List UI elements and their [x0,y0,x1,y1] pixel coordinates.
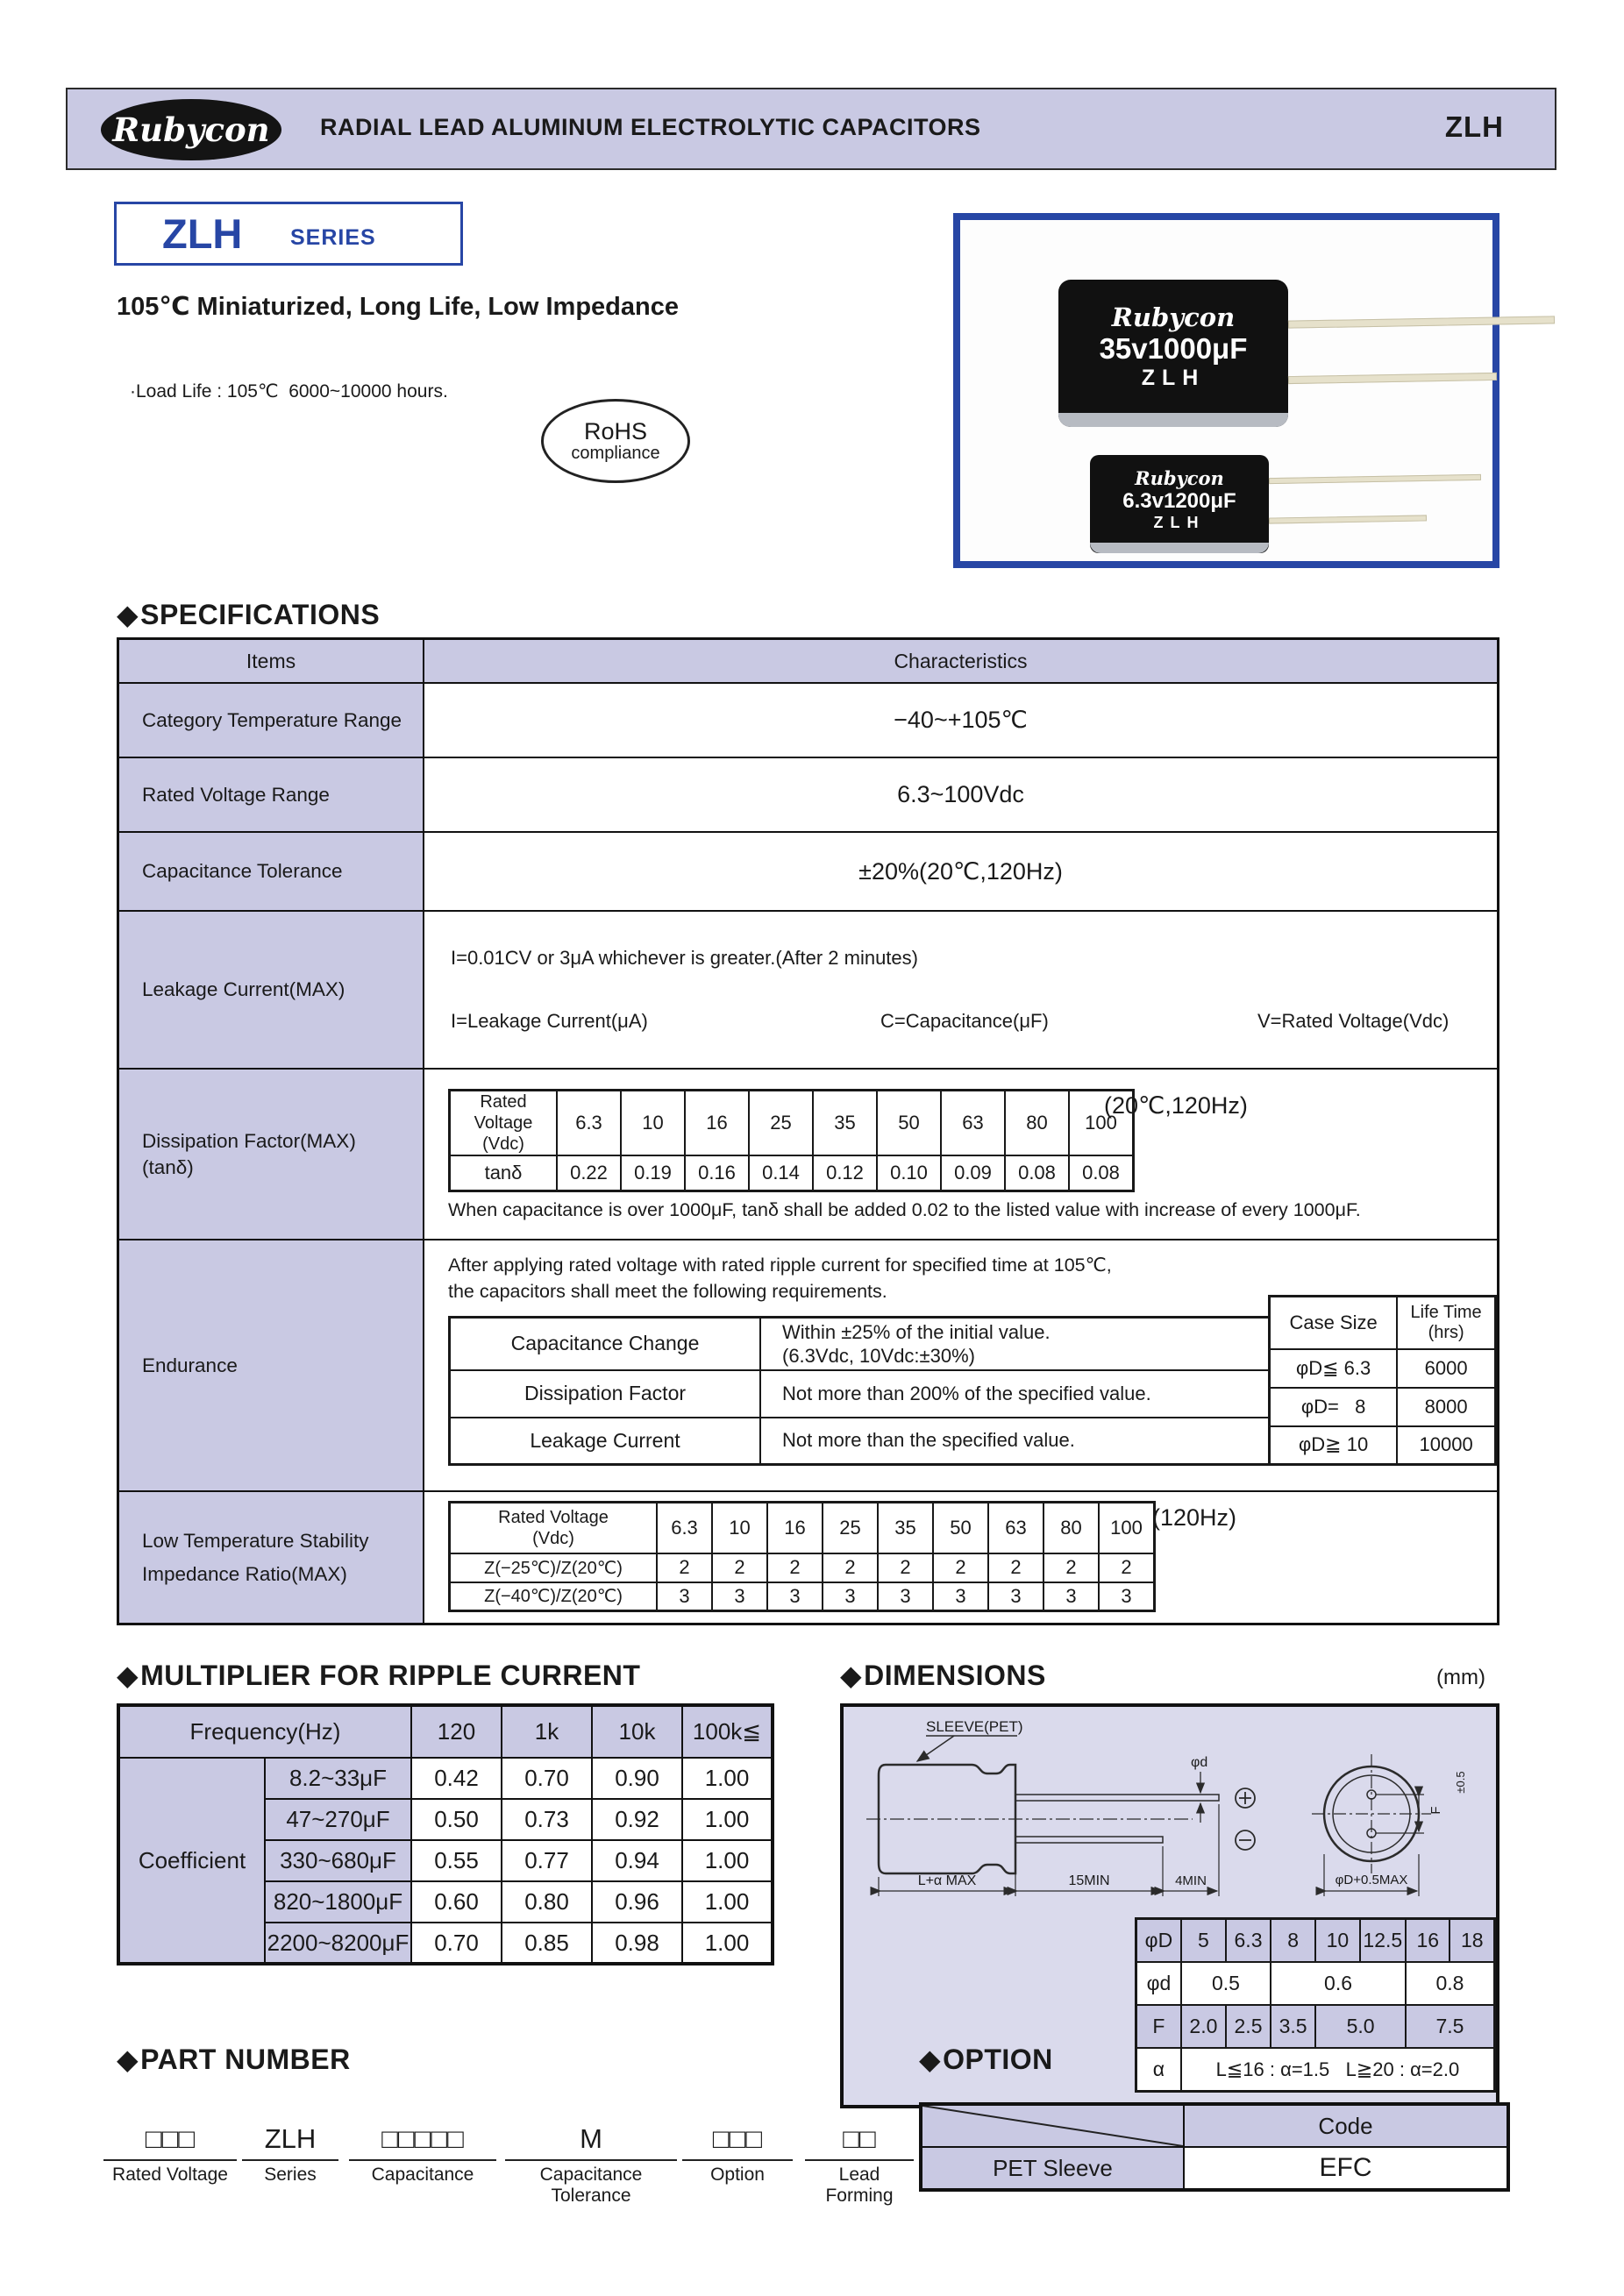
low-temp-content [424,1492,1497,1623]
dissipation-content [424,1070,1497,1239]
case-size: φD= 8 [1270,1388,1398,1426]
header-band [66,88,1556,170]
coef-cell: 0.50 [411,1799,502,1840]
capacitor-base [1090,543,1269,553]
pn-underline [682,2159,793,2161]
pn-label: Capacitance [371,2164,474,2185]
impedance-cell: 2 [988,1553,1043,1582]
req-value: Not more than 200% of the specified value. [760,1370,1275,1418]
part-number-heading [117,2043,351,2076]
tand-cell: 0.19 [621,1155,685,1191]
capacitor-lead [1288,373,1497,384]
impedance-row-label: Z(−40℃)/Z(20℃) [450,1582,658,1611]
volt-cell: 35 [813,1091,877,1156]
dim-cell: 2.0 [1181,2005,1226,2048]
impedance-cell: 3 [1099,1582,1155,1611]
coef-cell: 0.70 [502,1758,592,1799]
diamond-icon: ◆ [117,2044,139,2075]
pn-code: ZLH [264,2123,317,2154]
series-name: ZLH [162,210,243,257]
coef-cell: 0.98 [592,1923,682,1964]
req-item: Capacitance Change [450,1318,761,1370]
rohs-line1: RoHS [583,418,648,444]
freq-header: Frequency(Hz) [118,1705,411,1758]
row-value: ±20%(20℃,120Hz) [424,833,1497,910]
dimensions-heading-text: DIMENSIONS [864,1660,1046,1691]
tand-cell: 0.09 [941,1155,1005,1191]
option-code-header: Code [1184,2104,1508,2147]
diamond-icon: ◆ [919,2044,942,2075]
capacitor-brand: Rubycon [1111,302,1236,332]
diamond-icon: ◆ [840,1660,863,1691]
dim-cell: 18 [1449,1919,1494,1963]
cap-range: 820~1800μF [265,1881,411,1923]
dim-row-label: α [1136,2048,1181,2092]
impedance-cell: 3 [988,1582,1043,1611]
cap-range: 330~680μF [265,1840,411,1881]
dim-row-label: φd [1136,1962,1181,2005]
coef-cell: 0.96 [592,1881,682,1923]
endurance-intro-1: After applying rated voltage with rated ripple current for specified time at 105℃, [448,1255,1112,1276]
tand-row-label: tanδ [450,1155,558,1191]
volt-cell: 35 [878,1503,933,1553]
life-hours: 10000 [1397,1426,1495,1465]
pn-field-cap-tolerance [505,2115,677,2207]
coef-cell: 0.42 [411,1758,502,1799]
f-dim-label: F [1428,1806,1443,1815]
pn-underline [242,2159,338,2161]
capacitor-rating: 35v1000μF [1099,332,1248,365]
spec-row-low-temp [119,1490,1497,1623]
pn-code: □□ [843,2123,876,2154]
impedance-cell: 2 [1043,1553,1099,1582]
pn-underline [349,2159,496,2161]
dimension-table [1135,1917,1496,2093]
dim-cell: 6.3 [1226,1919,1271,1963]
capacitor-lead [1269,515,1427,523]
pn-label: Option [710,2164,765,2185]
tand-cell: 0.22 [557,1155,621,1191]
dim-cell: 3.5 [1271,2005,1315,2048]
coef-cell: 0.70 [411,1923,502,1964]
dim-row-label: φD [1136,1919,1181,1963]
rohs-badge [541,399,690,483]
pn-code: M [580,2123,602,2154]
volt-cell: 63 [988,1503,1043,1553]
option-heading [919,2043,1053,2076]
pn-code: □□□□□ [381,2123,464,2154]
capacitor-series: ZLH [1153,514,1206,531]
freq-col: 100k≦ [682,1705,773,1758]
capacitor-lead [1288,316,1555,328]
phiD-max-label: φD+0.5MAX [1335,1873,1408,1887]
coef-cell: 0.94 [592,1840,682,1881]
pn-label: Rated Voltage [112,2164,228,2185]
coef-cell: 0.77 [502,1840,592,1881]
spec-row-leakage [119,910,1497,1068]
logo-text: Rubycon [112,110,270,149]
option-heading-text: OPTION [943,2044,1053,2075]
case-size: φD≦ 6.3 [1270,1349,1398,1388]
dimensions-unit: (mm) [1436,1666,1485,1689]
pn-code: □□□ [145,2123,196,2154]
dissipation-label-1: Dissipation Factor(MAX) [142,1129,356,1152]
coef-cell: 1.00 [682,1923,773,1964]
series-banner [114,202,463,266]
volt-cell: 6.3 [557,1091,621,1156]
impedance-cell: 3 [878,1582,933,1611]
coef-cell: 1.00 [682,1799,773,1840]
tand-header [450,1091,558,1156]
product-photo [953,213,1499,568]
dim-cell: 5.0 [1315,2005,1406,2048]
pn-label: Lead Forming [825,2164,894,2206]
dim-cell: 12.5 [1360,1919,1406,1963]
impedance-cell: 2 [878,1553,933,1582]
spec-header-row [119,640,1497,682]
pn-underline [505,2159,677,2161]
freq-col: 120 [411,1705,502,1758]
lead-diameter-label: φd [1191,1755,1208,1770]
ripple-heading [117,1659,640,1692]
volt-cell: 80 [1005,1091,1069,1156]
diagonal-line [922,2106,1183,2146]
volt-cell: 100 [1069,1091,1134,1156]
tand-cell: 0.08 [1069,1155,1134,1191]
dim-cell: 0.8 [1406,1962,1495,2005]
capacitor-large [1058,280,1288,427]
low-temp-label-2: Impedance Ratio(MAX) [142,1562,347,1585]
diamond-icon: ◆ [117,599,139,630]
impedance-cell: 3 [767,1582,823,1611]
cap-range: 8.2~33μF [265,1758,411,1799]
spec-row-category-temp [119,682,1497,757]
row-label: Capacitance Tolerance [119,833,424,910]
pn-label: Capacitance Tolerance [539,2164,643,2206]
pn-field-rated-voltage [103,2115,237,2186]
pn-field-capacitance [349,2115,496,2186]
body-length-label: L+α MAX [917,1873,977,1888]
req-value [760,1318,1275,1370]
impedance-cell: 2 [933,1553,988,1582]
endurance-req-table [448,1316,1276,1466]
volt-cell: 25 [749,1091,813,1156]
life-hours: 8000 [1397,1388,1495,1426]
leakage-term-i: I=Leakage Current(μA) [451,1010,648,1032]
coef-cell: 0.73 [502,1799,592,1840]
impedance-cell: 3 [712,1582,767,1611]
life-header-b: (hrs) [1428,1322,1464,1342]
volt-cell: 50 [933,1503,988,1553]
volt-cell: 10 [712,1503,767,1553]
impedance-cell: 3 [823,1582,878,1611]
capacitor-rating: 6.3v1200μF [1122,489,1236,513]
impedance-table [448,1501,1156,1612]
req-item: Dissipation Factor [450,1370,761,1418]
coef-cell: 1.00 [682,1840,773,1881]
plus-terminal-icon [1236,1788,1255,1808]
impedance-header [450,1503,658,1553]
row-label [119,1070,424,1239]
load-life-note: ·Load Life : 105℃ 6000~10000 hours. [130,381,448,402]
option-diagonal-cell [921,2104,1184,2147]
spec-row-endurance [119,1239,1497,1490]
req-value-1: Within ±25% of the initial value. [782,1320,1051,1343]
pn-underline [103,2159,237,2161]
pn-label: Series [264,2164,317,2185]
row-label: Leakage Current(MAX) [119,912,424,1068]
dissipation-label-2: (tanδ) [142,1155,194,1178]
rohs-line2: compliance [571,444,660,463]
tand-condition: (20℃,120Hz) [1104,1092,1248,1119]
specifications-heading [117,598,380,631]
spec-row-cap-tolerance [119,831,1497,910]
tand-note: When capacitance is over 1000μF, tanδ shall be added 0.02 to the listed value with increase of every 1000μF. [448,1199,1361,1220]
tand-cell: 0.10 [877,1155,941,1191]
dimension-drawing [849,1710,1494,1916]
req-value: Not more than the specified value. [760,1418,1275,1465]
volt-cell: 16 [685,1091,749,1156]
rubycon-logo [101,99,281,160]
endurance-content [424,1240,1497,1490]
volt-cell: 63 [941,1091,1005,1156]
cap-range: 2200~8200μF [265,1923,411,1964]
ripple-table [117,1703,774,1965]
capacitor-lead [1269,474,1481,484]
row-label: Rated Voltage Range [119,758,424,831]
coef-cell: 0.55 [411,1840,502,1881]
dim-cell: 0.6 [1271,1962,1406,2005]
row-label [119,1492,424,1623]
minus-terminal-icon [1236,1830,1255,1850]
leakage-term-v: V=Rated Voltage(Vdc) [1257,1010,1449,1032]
row-value: 6.3~100Vdc [424,758,1497,831]
impedance-header-2: (Vdc) [532,1528,574,1548]
pn-field-option [682,2115,793,2186]
coefficient-label: Coefficient [118,1758,265,1964]
impedance-cell: 3 [657,1582,712,1611]
tand-cell: 0.14 [749,1155,813,1191]
option-name: PET Sleeve [921,2147,1184,2190]
impedance-row-label: Z(−25℃)/Z(20℃) [450,1553,658,1582]
series-code: ZLH [1444,110,1504,143]
dim-cell: 2.5 [1226,2005,1271,2048]
specifications-heading-text: SPECIFICATIONS [140,599,381,630]
volt-cell: 80 [1043,1503,1099,1553]
volt-cell: 50 [877,1091,941,1156]
life-time-table [1268,1295,1497,1466]
characteristics-header: Characteristics [424,640,1497,682]
impedance-cell: 2 [767,1553,823,1582]
spec-row-dissipation [119,1068,1497,1239]
impedance-cell: 2 [1099,1553,1155,1582]
volt-cell: 100 [1099,1503,1155,1553]
volt-cell: 6.3 [657,1503,712,1553]
diamond-icon: ◆ [117,1660,139,1691]
tand-cell: 0.08 [1005,1155,1069,1191]
dim-cell: 10 [1315,1919,1359,1963]
impedance-cell: 2 [823,1553,878,1582]
specifications-table [117,637,1499,1625]
impedance-header-1: Rated Voltage [498,1507,609,1527]
leakage-term-c: C=Capacitance(μF) [880,1010,1049,1032]
volt-cell: 25 [823,1503,878,1553]
req-value-2: (6.3Vdc, 10Vdc:±30%) [782,1344,975,1367]
req-item: Leakage Current [450,1418,761,1465]
case-size: φD≧ 10 [1270,1426,1398,1465]
row-value: −40~+105℃ [424,684,1497,757]
spec-row-rated-voltage [119,757,1497,831]
capacitor-brand: Rubycon [1135,467,1224,489]
coef-cell: 1.00 [682,1881,773,1923]
impedance-cell: 2 [712,1553,767,1582]
dim-row-label: F [1136,2005,1181,2048]
pn-field-series [242,2115,338,2186]
pn-code: □□□ [712,2123,763,2154]
volt-cell: 16 [767,1503,823,1553]
ripple-heading-text: MULTIPLIER FOR RIPPLE CURRENT [140,1660,641,1691]
tand-header-1: Rated Voltage [474,1092,533,1133]
row-label: Endurance [119,1240,424,1490]
life-col-header [1397,1297,1495,1349]
f-tolerance-label: ±0.5 [1454,1771,1467,1794]
option-code-value: EFC [1184,2147,1508,2190]
capacitor-series: ZLH [1141,366,1206,390]
part-number-heading-text: PART NUMBER [140,2044,351,2075]
life-header-a: Life Time [1410,1302,1482,1322]
coef-cell: 0.90 [592,1758,682,1799]
coef-cell: 0.80 [502,1881,592,1923]
impedance-cell: 3 [933,1582,988,1611]
impedance-condition: (120Hz) [1152,1504,1237,1531]
dim-cell: 7.5 [1406,2005,1495,2048]
tand-cell: 0.16 [685,1155,749,1191]
cap-range: 47~270μF [265,1799,411,1840]
life-hours: 6000 [1397,1349,1495,1388]
coef-cell: 1.00 [682,1758,773,1799]
low-temp-label-1: Low Temperature Stability [142,1529,369,1552]
pn-field-lead-forming [805,2115,914,2207]
impedance-cell: 3 [1043,1582,1099,1611]
dim-cell: 0.5 [1181,1962,1271,2005]
impedance-cell: 2 [657,1553,712,1582]
page-title: RADIAL LEAD ALUMINUM ELECTROLYTIC CAPACITORS [320,114,981,140]
row-label: Category Temperature Range [119,684,424,757]
dim-cell: 16 [1406,1919,1449,1963]
coef-cell: 0.85 [502,1923,592,1964]
life-col-header: Case Size [1270,1297,1398,1349]
lead-tip-label: 4MIN [1175,1873,1207,1888]
freq-col: 10k [592,1705,682,1758]
capacitor-small [1090,455,1269,553]
tand-header-2: (Vdc) [482,1134,524,1154]
dim-cell: 8 [1271,1919,1315,1963]
sleeve-label: SLEEVE(PET) [926,1718,1023,1735]
dim-cell: 5 [1181,1919,1226,1963]
volt-cell: 10 [621,1091,685,1156]
coef-cell: 0.60 [411,1881,502,1923]
capacitor-base [1058,413,1288,427]
tagline: 105℃ Miniaturized, Long Life, Low Impedance [117,293,679,321]
dimensions-heading [840,1659,1046,1692]
leakage-formula: I=0.01CV or 3μA whichever is greater.(After 2 minutes) [451,947,918,969]
endurance-intro-2: the capacitors shall meet the following requirements. [448,1281,887,1302]
leakage-content [424,912,1497,1068]
pn-underline [805,2159,914,2161]
option-table [919,2102,1510,2192]
freq-col: 1k [502,1705,592,1758]
items-header: Items [119,640,424,682]
lead-length-label: 15MIN [1068,1873,1110,1888]
dim-cell: L≦16 : α=1.5 L≧20 : α=2.0 [1181,2048,1495,2092]
series-suffix: SERIES [290,225,376,250]
tand-table [448,1089,1135,1192]
coef-cell: 0.92 [592,1799,682,1840]
tand-cell: 0.12 [813,1155,877,1191]
